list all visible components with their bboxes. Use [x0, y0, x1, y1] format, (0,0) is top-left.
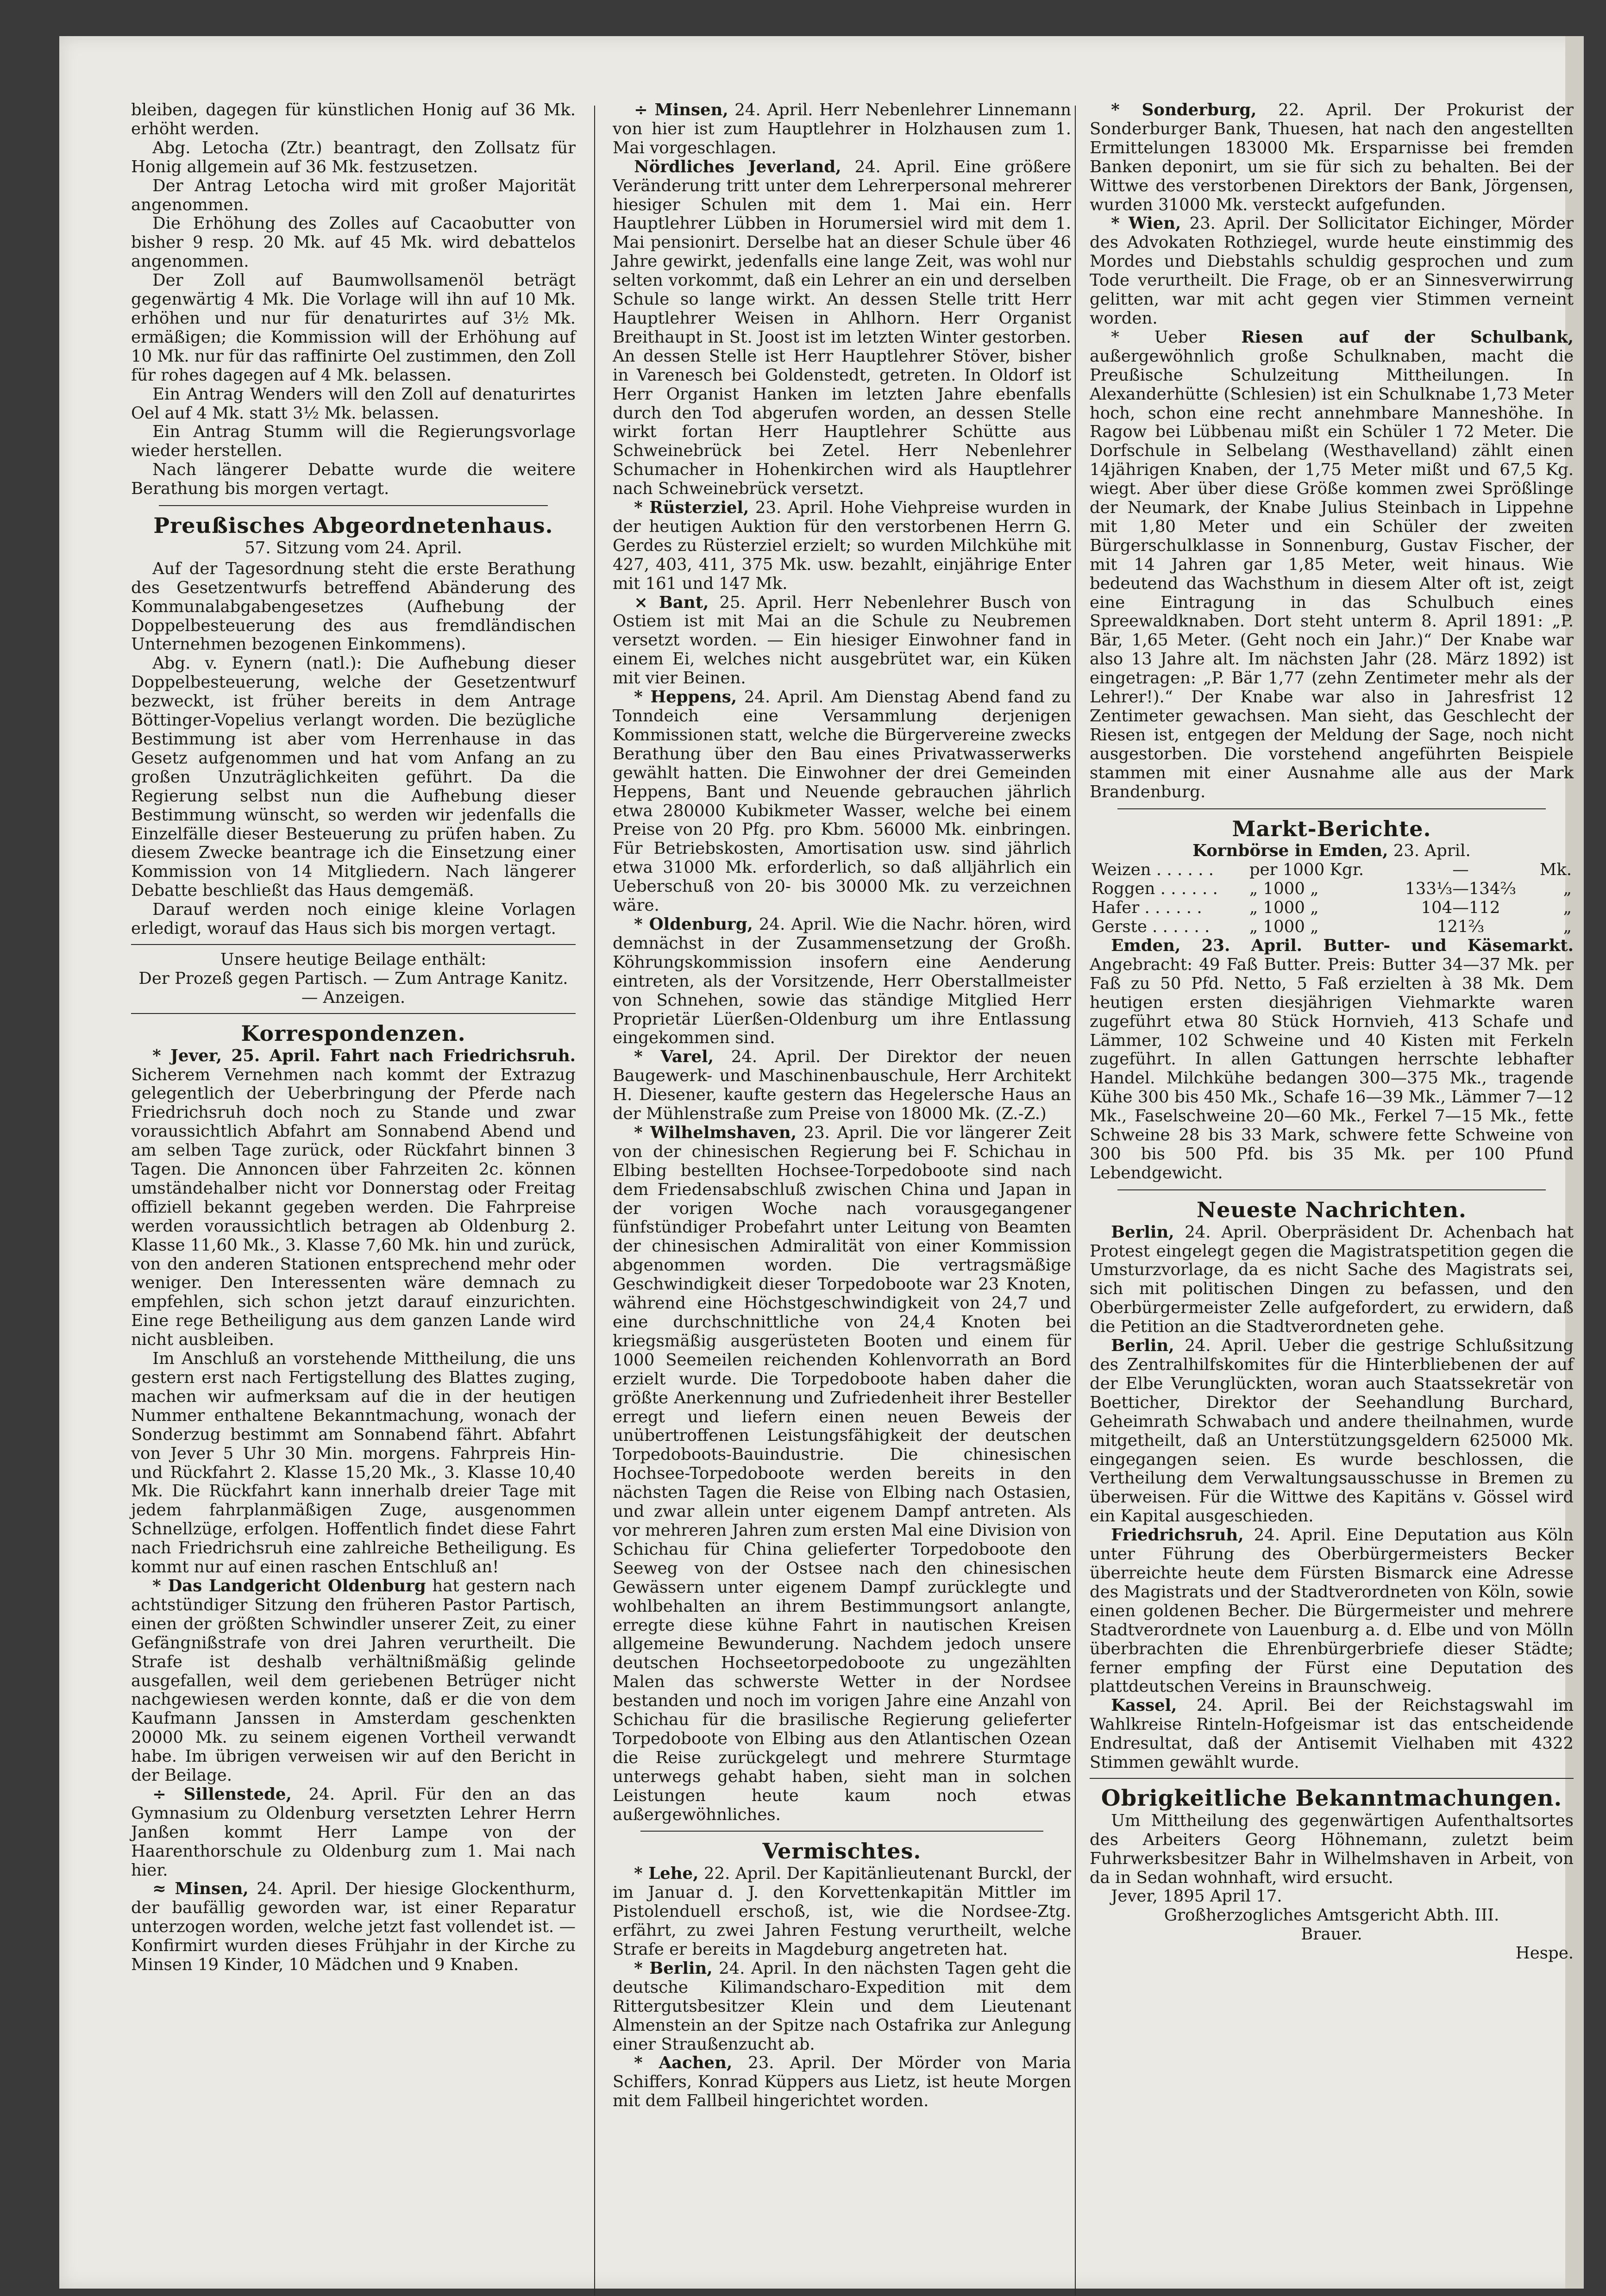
dateline: * Berlin, [634, 1958, 713, 1978]
notice-authority: Großherzogliches Amtsgericht Abth. III. [1164, 1906, 1499, 1925]
dateline: ÷ Sillenstede, [152, 1784, 292, 1804]
divider [131, 1013, 576, 1014]
dateline: * Rüsterziel, [634, 498, 749, 518]
column-3 [1090, 101, 1574, 1963]
price-cell: 104—112 [1421, 898, 1500, 918]
notice-signature: Brauer. [1301, 1925, 1362, 1944]
article-paragraph: * Oldenburg, 24. April. Wie die Nachr. hören, wird demnächst in der Zusammensetzung der Großh. Köhrungskommission insofern eine Aenderung eintreten, als der Vorsitzende, Herr Oberstallmeister von Schnehen, sowie das ständige Mitglied Herr Proprietär Lüerßen-Oldenburg um ihre Entlassung eingekommen sind. [613, 914, 1071, 1048]
article-paragraph: Der Antrag Letocha wird mit großer Majorität angenommen. [131, 176, 576, 214]
price-cell: „ 1000 „ [1249, 879, 1319, 899]
article-paragraph: Die Erhöhung des Zolles auf Cacaobutter von bisher 9 resp. 20 Mk. auf 45 Mk. wird debattelos angenommen. [131, 214, 576, 271]
article-paragraph: Nördliches Jeverland, 24. April. Eine größere Veränderung tritt unter dem Lehrerpersonal mehrerer hiesiger Schulen mit dem 1. Mai ein. Herr Hauptlehrer Lübben in Horumersiel wird mit dem 1. Mai pensionirt. Derselbe hat an dieser Schule über 46 Jahre gewirkt, jedenfalls eine lange Zeit, was wohl nur selten vorkommt, daß ein Lehrer an ein und derselben Schule so lange wirkt. An dessen Stelle tritt Herr Hauptlehrer Weisen in Ahlhorn. Herr Organist Breithaupt in St. Joost ist im letzten Winter gestorben. An dessen Stelle ist Herr Hauptlehrer Stöver, bisher in Varenesch bei Goldenstedt, getreten. In Oldorf ist Herr Organist Hanken im letzten Jahre ebenfalls durch den Tod abgerufen worden, an dessen Stelle wirkt fortan Herr Hauptlehrer Schütte aus Schweinebrück bei Zetel. Herr Nebenlehrer Schumacher in Hohenkirchen wird als Hauptlehrer nach Schweinebrück versetzt. [613, 157, 1071, 499]
price-cell: — [1452, 860, 1469, 880]
divider [1117, 1189, 1546, 1190]
divider [159, 505, 548, 506]
section-title: Markt-Berichte. [1232, 816, 1431, 841]
dateline: ÷ Minsen, [634, 100, 728, 119]
dateline: ⨯ Bant, [634, 593, 709, 612]
price-cell: 133⅓—134⅔ [1405, 879, 1516, 899]
section-title: Preußisches Abgeordnetenhaus. [153, 513, 553, 538]
article-paragraph: Der Zoll auf Baumwollsamenöl beträgt gegenwärtig 4 Mk. Die Vorlage will ihn auf 10 Mk. erhöhen und nur für denaturirtes auf 3½ Mk. ermäßigen; die Kommission will der Erhöhung auf 10 Mk. nur für das raffinirte Oel zustimmen, den Zoll für rohes dagegen auf 4 Mk. belassen. [131, 271, 576, 385]
price-cell: „ 1000 „ [1249, 898, 1319, 918]
article-paragraph: Im Anschluß an vorstehende Mittheilung, die uns gestern erst nach Fertigstellung des Blattes zuging, machen wir aufmerksam auf die in der heutigen Nummer enthaltene Bekanntmachung, wonach der Sonderzug bestimmt am Sonnabend fährt. Abfahrt von Jever 5 Uhr 30 Min. morgens. Fahrpreis Hin- und Rückfahrt 2. Klasse 15,20 Mk., 3. Klasse 10,40 Mk. Die Rückfahrt kann innerhalb dreier Tage mit jedem fahrplanmäßigen Zuge, ausgenommen Schnellzüge, erfolgen. Hoffentlich findet diese Fahrt nach Friedrichsruh eine zahlreiche Betheiligung. Es kommt nur auf einen raschen Entschluß an! [131, 1349, 576, 1577]
article-paragraph: * Ueber Riesen auf der Schulbank, außergewöhnlich große Schulknaben, macht die Preußische Schulzeitung Mittheilungen. In Alexanderhütte (Schlesien) ist ein Schulknabe 1,73 Meter hoch, schon eine recht annehmbare Manneshöhe. In Ragow bei Lübbenau mißt ein Schüler 1 72 Meter. Die Dorfschule in Selbelang (Westhavelland) zählt einen 14jährigen Knaben, der 1,75 Meter mißt und 67,5 Kg. wiegt. Aber über diese Größe kommen zwei Sprößlinge der Neumark, der Knabe Julius Steinbach in Lippehne mit 1,80 Meter und ein Schüler der zweiten Bürgerschulklasse in Sonnenburg, Gustav Fischer, der mit 14 Jahren gar 1,85 Meter, weit hinaus. Wie bedeutend das Wachsthum in diesem Alter oft ist, zeigt eine Eintragung in das Schulbuch eines Spreewaldknaben. Dort steht unterm 8. April 1891: „P. Bär, 1,65 Meter. (Geht noch ein Jahr.)“ Der Knabe war also 13 Jahre alt. Im nächsten Jahr (28. März 1892) ist eingetragen: „P. Bär 1,77 (zehn Zentimeter mehr als der Lehrer!).“ Der Knabe war also in Jahresfrist 12 Zentimeter gewachsen. Man sieht, das Geschlecht der Riesen ist, entgegen der Meldung der Sage, noch nicht ausgestorben. Die vorstehend angeführten Beispiele stammen mit einer Ausnahme alle aus der Mark Brandenburg. [1090, 327, 1574, 801]
section-title: Obrigkeitliche Bekanntmachungen. [1101, 1785, 1562, 1811]
article-paragraph: Abg. Letocha (Ztr.) beantragt, den Zollsatz für Honig allgemein auf 36 Mk. festzusetzen. [131, 138, 576, 176]
price-cell: „ [1563, 898, 1572, 918]
notice-paragraph: Um Mittheilung des gegenwärtigen Aufenthaltsortes des Arbeiters Georg Höhnemann, zuletzt beim Fuhrwerksbesitzer Bahr in Wilhelmshaven in Arbeit, von da in Sedan wohnhaft, wird ersucht. [1090, 1811, 1574, 1887]
price-row [1090, 899, 1574, 918]
dateline: Berlin, [1111, 1336, 1174, 1356]
price-cell: Mk. [1539, 860, 1572, 880]
dateline: * Das Landgericht Oldenburg [152, 1576, 426, 1595]
article-paragraph: ⨯ Bant, 25. April. Herr Nebenlehrer Busch von Ostiem ist mit Mai an die Schule zu Neubremen versetzt worden. — Ein hiesiger Einwohner fand in einem Ei, welches nicht ausgebrütet war, ein Küken mit vier Beinen. [613, 593, 1071, 688]
dateline: * Sonderburg, [1111, 100, 1257, 119]
dateline: Nördliches Jeverland, [634, 157, 841, 176]
section-title: Korrespondenzen. [241, 1020, 466, 1046]
market-subtitle: Kornbörse in Emden, 23. April. [1192, 841, 1471, 861]
supplement-notice-title: Unsere heutige Beilage enthält: [220, 950, 487, 969]
article-paragraph: * Aachen, 23. April. Der Mörder von Maria Schiffers, Konrad Küppers aus Lietz, ist heute Morgen mit dem Fallbeil hingerichtet worden. [613, 2053, 1071, 2111]
article-paragraph: * Rüsterziel, 23. April. Hohe Viehpreise wurden in der heutigen Auktion für den verstorbenen Herrn G. Gerdes zu Rüsterziel erzielt; so wurden Milchkühe mit 427, 403, 411, 375 Mk. usw. bezahlt, einjährige Enter mit 161 und 147 Mk. [613, 498, 1071, 593]
article-paragraph: bleiben, dagegen für künstlichen Honig auf 36 Mk. erhöht werden. [131, 100, 576, 138]
price-cell: 121⅔ [1437, 917, 1485, 937]
article-paragraph: * Berlin, 24. April. In den nächsten Tagen geht die deutsche Kilimandscharo-Expedition mit dem Rittergutsbesitzer Klein und dem Lieutenant Almenstein an der Spitze nach Ostafrika zur Anlegung einer Straußenzucht ab. [613, 1958, 1071, 2054]
article-paragraph: * Jever, 25. April. Fahrt nach Friedrichsruh. Sicherem Vernehmen nach kommt der Extrazug gelegentlich der Ueberbringung der Pferde nach Friedrichsruh doch noch zu Stande und zwar voraussichtlich Abfahrt am Sonnabend Abend und am selben Tage zurück, oder Rückfahrt binnen 3 Tagen. Die Annoncen über Fahrzeiten 2c. können umständehalber nicht vor Donnerstag oder Freitag offiziell bekannt gegeben werden. Die Fahrpreise werden voraussichtlich betragen ab Oldenburg 2. Klasse 11,60 Mk., 3. Klasse 7,60 Mk. hin und zurück, von den anderen Stationen entsprechend mehr oder weniger. Den Interessenten wäre demnach zu empfehlen, sich schon jetzt darauf einzurichten. Eine rege Betheiligung aus dem ganzen Lande wird nicht ausbleiben. [131, 1046, 576, 1350]
notice-date: Jever, 1895 April 17. [1111, 1887, 1282, 1906]
dateline: * Varel, [634, 1047, 714, 1067]
article-paragraph: ÷ Minsen, 24. April. Herr Nebenlehrer Linnemann von hier ist zum Hauptlehrer in Holzhausen zum 1. Mai vorgeschlagen. [613, 100, 1071, 157]
dateline: Friedrichsruh, [1111, 1526, 1244, 1545]
price-cell: Hafer . . . . . . [1092, 898, 1202, 918]
article-paragraph: * Sonderburg, 22. April. Der Prokurist der Sonderburger Bank, Thuesen, hat nach den angestellten Ermittelungen 183000 Mk. Ersparnisse bei fremden Banken deponirt, um sie für sich zu behalten. Bei der Wittwe des verstorbenen Direktors der Bank, Jörgensen, wurden 31000 Mk. versteckt aufgefunden. [1090, 100, 1574, 214]
price-cell: „ [1563, 879, 1572, 899]
article-paragraph: * Lehe, 22. April. Der Kapitänlieutenant Burckl, der im Januar d. J. den Korvettenkapitän Mittler im Pistolenduell erschoß, ist, wie die Nordsee-Ztg. erfährt, zu zwei Jahren Festung verurtheilt, welche Strafe er bereits in Magdeburg angetreten hat. [613, 1864, 1071, 1959]
article-paragraph: Ein Antrag Wenders will den Zoll auf denaturirtes Oel auf 4 Mk. statt 3½ Mk. belassen. [131, 384, 576, 423]
dateline: Berlin, [1111, 1222, 1174, 1242]
article-paragraph: Nach längerer Debatte wurde die weitere Berathung bis morgen vertagt. [131, 460, 576, 499]
price-row [1090, 861, 1574, 880]
article-paragraph: Berlin, 24. April. Ueber die gestrige Schlußsitzung des Zentralhilfskomites für die Hinterbliebenen der auf der Elbe Verunglückten, woran auch Staatssekretär von Boetticher, Direktor der Seehandlung Burchard, Geheimrath Schwabach und andere theilnahmen, wurde mitgetheilt, daß an Unterstützungsgeldern 625000 Mk. eingegangen seien. Es wurde beschlossen, die Vertheilung dem Verwaltungsausschusse in Bremen zu überweisen. Für die Wittwe des Kapitäns v. Gössel wird ein Kapital ausgeschieden. [1090, 1336, 1574, 1526]
dateline: * Aachen, [634, 2053, 733, 2073]
article-paragraph: * Das Landgericht Oldenburg hat gestern nach achtstündiger Sitzung den früheren Pastor Partisch, einen der größten Schwindler unserer Zeit, zu einer Gefängnißstrafe von drei Jahren verurtheilt. Die Strafe ist deshalb verhältnißmäßig gelinde ausgefallen, weil dem geriebenen Betrüger nicht nachgewiesen werden konnte, daß er die von dem Kaufmann Janssen in Amsterdam geschenkten 20000 Mk. zu seinem eigenen Vortheil verwandt habe. Im übrigen verweisen wir auf den Bericht in der Beilage. [131, 1576, 576, 1785]
price-cell: Weizen . . . . . . [1092, 860, 1214, 880]
price-cell: „ 1000 „ [1249, 917, 1319, 937]
column-1 [131, 101, 576, 1975]
section-title: Neueste Nachrichten. [1197, 1197, 1467, 1222]
dateline: * Lehe, [634, 1864, 699, 1883]
dateline: * Wilhelmshaven, [634, 1123, 797, 1142]
dateline: * Oldenburg, [634, 914, 753, 934]
notice-signature: Hespe. [1515, 1944, 1574, 1963]
article-paragraph: Abg. v. Eynern (natl.): Die Aufhebung dieser Doppelbesteuerung, welche der Gesetzentwurf bezweckt, ist früher bereits in dem Antrage Böttinger-Vopelius verlangt worden. Die bezügliche Bestimmung ist aber vom Herrenhause in das Gesetz aufgenommen und hat vom Anfang an zu großen Unzuträglichkeiten geführt. Da die Regierung selbst nun die Aufhebung dieser Bestimmung wünscht, so werden wir jedenfalls die Einzelfälle dieser Besteuerung zu prüfen haben. Zu diesem Zwecke beantrage ich die Einsetzung einer Kommission von 14 Mitgliedern. Nach längerer Debatte beschließt das Haus demgemäß. [131, 654, 576, 901]
price-row [1090, 918, 1574, 937]
newspaper-page [59, 36, 1584, 2289]
section-title: Vermischtes. [762, 1839, 922, 1864]
divider [640, 1831, 1043, 1832]
dateline: * Wien, [1111, 214, 1181, 233]
column-divider [594, 106, 595, 2296]
price-cell: Gerste . . . . . . [1092, 917, 1210, 937]
dateline: Kassel, [1111, 1696, 1177, 1715]
dateline: Emden, 23. April. Butter- und Käsemarkt. [1111, 936, 1574, 955]
grain-price-table [1090, 861, 1574, 937]
article-paragraph: Berlin, 24. April. Oberpräsident Dr. Achenbach hat Protest eingelegt gegen die Magistratspetition gegen die Umsturzvorlage, da es nicht Sache des Magistrats sei, sich mit politischen Dingen zu befassen, und den Oberbürgermeister Zelle aufgefordert, zu erwidern, daß die Petition an die Stadtverordneten gehe. [1090, 1222, 1574, 1337]
article-paragraph: Ein Antrag Stumm will die Regierungsvorlage wieder herstellen. [131, 422, 576, 461]
supplement-notice: Der Prozeß gegen Partisch. — Zum Antrage Kanitz. — Anzeigen. [138, 969, 568, 1007]
article-paragraph: * Varel, 24. April. Der Direktor der neuen Baugewerk- und Maschinenbauschule, Herr Architekt H. Diesener, kaufte gestern das Hegelersche Haus an der Mühlenstraße zum Preise von 18000 Mk. (Z.-Z.) [613, 1047, 1071, 1124]
article-paragraph: Darauf werden noch einige kleine Vorlagen erledigt, worauf das Haus sich bis morgen vertagt. [131, 900, 576, 938]
column-2 [613, 101, 1071, 2111]
dateline: ≈ Minsen, [152, 1879, 249, 1899]
divider [1117, 808, 1546, 809]
article-paragraph: * Wilhelmshaven, 23. April. Die vor längerer Zeit von der chinesischen Regierung bei F. Schichau in Elbing bestellten Hochsee-Torpedoboote sind nach dem Friedensabschluß zwischen China und Japan in der vorigen Woche nach vorausgegangener fünfstündiger Probefahrt unter Leitung von Beamten der chinesischen Admiralität von einer Kommission abgenommen worden. Die vertragsmäßige Geschwindigkeit dieser Torpedoboote war 23 Knoten, während eine Höchstgeschwindigkeit von 24,7 und eine durchschnittliche von 24,4 Knoten bei kriegsmäßig ausgerüsteten Booten und einem für 1000 Seemeilen reichenden Kohlenvorrath an Bord erzielt wurde. Die Torpedoboote haben daher die größte Anerkennung und Zufriedenheit ihrer Besteller erregt und liefern einen neuen Beweis der unübertroffenen Leistungsfähigkeit der deutschen Torpedoboots-Bauindustrie. Die chinesischen Hochsee-Torpedoboote werden bereits in den nächsten Tagen die Reise von Elbing nach Ostasien, und zwar allein unter eigenem Dampf antreten. Als vor mehreren Jahren zum ersten Mal eine Division von Schichau für China gelieferter Torpedoboote den Seeweg von der Ostsee nach den chinesischen Gewässern unter eigenem Dampf zurücklegte und wohlbehalten an ihrem Bestimmungsort anlangte, erregte diese kühne Fahrt in nautischen Kreisen allgemeine Bewunderung. Nachdem jedoch unsere deutschen Hochseetorpedoboote zu ungezählten Malen das schwerste Wetter in der Nordsee bestanden und noch im vorigen Jahre eine Anzahl von Schichau für die brasilische Regierung gelieferter Torpedoboote von Elbing aus den Atlantischen Ozean die Reise zurückgelegt und mehrere Sturmtage unterwegs gehabt haben, sieht man in solchen Leistungen heute kaum noch etwas außergewöhnliches. [613, 1123, 1071, 1824]
article-paragraph: * Wien, 23. April. Der Sollicitator Eichinger, Mörder des Advokaten Rothziegel, wurde heute einstimmig des Mordes und Diebstahls schuldig gesprochen und zum Tode verurtheilt. Die Frage, ob er an Sinnesverwirrung gelitten, war mit acht gegen vier Stimmen verneint worden. [1090, 214, 1574, 328]
column-divider [1075, 106, 1076, 2296]
article-paragraph: Friedrichsruh, 24. April. Eine Deputation aus Köln unter Führung des Oberbürgermeisters Becker überreichte heute dem Fürsten Bismarck eine Adresse des Magistrats und der Stadtverordneten von Köln, sowie einen goldenen Becher. Die Bürgermeister und mehrere Stadtverordnete von Lauenburg a. d. Elbe und von Mölln überbrachten die Ehrenbürgerbriefe dieser Städte; ferner empfing der Fürst eine Deputation des plattdeutschen Vereins in Braunschweig. [1090, 1526, 1574, 1696]
article-paragraph: ÷ Sillenstede, 24. April. Für den an das Gymnasium zu Oldenburg versetzten Lehrer Herrn Janßen kommt Herr Lampe von der Haarenthorschule zu Oldenburg zum 1. Mai nach hier. [131, 1784, 576, 1880]
article-paragraph: Auf der Tagesordnung steht die erste Berathung des Gesetzentwurfs betreffend Abänderung des Kommunalabgabengesetzes (Aufhebung der Doppelbesteuerung des aus fremdländischen Unternehmen bezogenen Einkommens). [131, 559, 576, 654]
dateline: * Heppens, [634, 688, 737, 707]
dateline: Riesen auf der Schulbank, [1241, 327, 1574, 347]
article-paragraph: Kassel, 24. April. Bei der Reichstagswahl im Wahlkreise Rinteln-Hofgeismar ist das entscheidende Endresultat, daß der Antisemit Vielhaben mit 4322 Stimmen gewählt wurde. [1090, 1696, 1574, 1772]
price-row [1090, 880, 1574, 899]
price-cell: per 1000 Kgr. [1249, 860, 1364, 880]
article-paragraph: * Heppens, 24. April. Am Dienstag Abend fand zu Tonndeich eine Versammlung derjenigen Kommissionen statt, welche die Bürgervereine zwecks Berathung über den Bau eines Privatwasserwerks gewählt hatten. Die Einwohner der drei Gemeinden Heppens, Bant und Neuende gebrauchen jährlich etwa 280000 Kubikmeter Wasser, welche bei einem Preise von 20 Pfg. pro Kbm. 56000 Mk. einbringen. Für Betriebskosten, Amortisation usw. sind jährlich etwa 31000 Mk. erforderlich, so daß alljährlich ein Ueberschuß von 20- bis 30000 Mk. zu verzeichnen wäre. [613, 688, 1071, 915]
divider [1090, 1778, 1574, 1779]
dateline: * Jever, 25. April. Fahrt nach Friedrichsruh. [152, 1046, 576, 1065]
price-cell: Roggen . . . . . . [1092, 879, 1218, 899]
section-subtitle: 57. Sitzung vom 24. April. [245, 538, 462, 557]
price-cell: „ [1563, 917, 1572, 937]
article-paragraph: Emden, 23. April. Butter- und Käsemarkt. Angebracht: 49 Faß Butter. Preis: Butter 34—37 Mk. per Faß zu 50 Pfd. Netto, 5 Faß erzielten à 38 Mk. Dem heutigen ersten diesjährigen Viehmarkte waren zugeführt etwa 80 Stück Hornvieh, 413 Schafe und Lämmer, 102 Schweine und 40 Kisten mit Ferkeln zugeführt. In allen Gattungen herrschte lebhafter Handel. Milchkühe bedangen 300—375 Mk., tragende Kühe 300 bis 450 Mk., Schafe 16—39 Mk., Lämmer 7—12 Mk., Faselschweine 20—60 Mk., Ferkel 7—15 Mk., fette Schweine 28 bis 33 Mark, schwere fette Schweine von 300 bis 500 Pfd. bis 35 Mk. per 100 Pfund Lebendgewicht. [1090, 936, 1574, 1182]
divider [131, 944, 576, 945]
article-paragraph: ≈ Minsen, 24. April. Der hiesige Glockenthurm, der baufällig geworden war, ist einer Reparatur unterzogen worden, welche jetzt fast vollendet ist. — Konfirmirt wurden dieses Frühjahr in der Kirche zu Minsen 19 Kinder, 10 Mädchen und 9 Knaben. [131, 1879, 576, 1975]
